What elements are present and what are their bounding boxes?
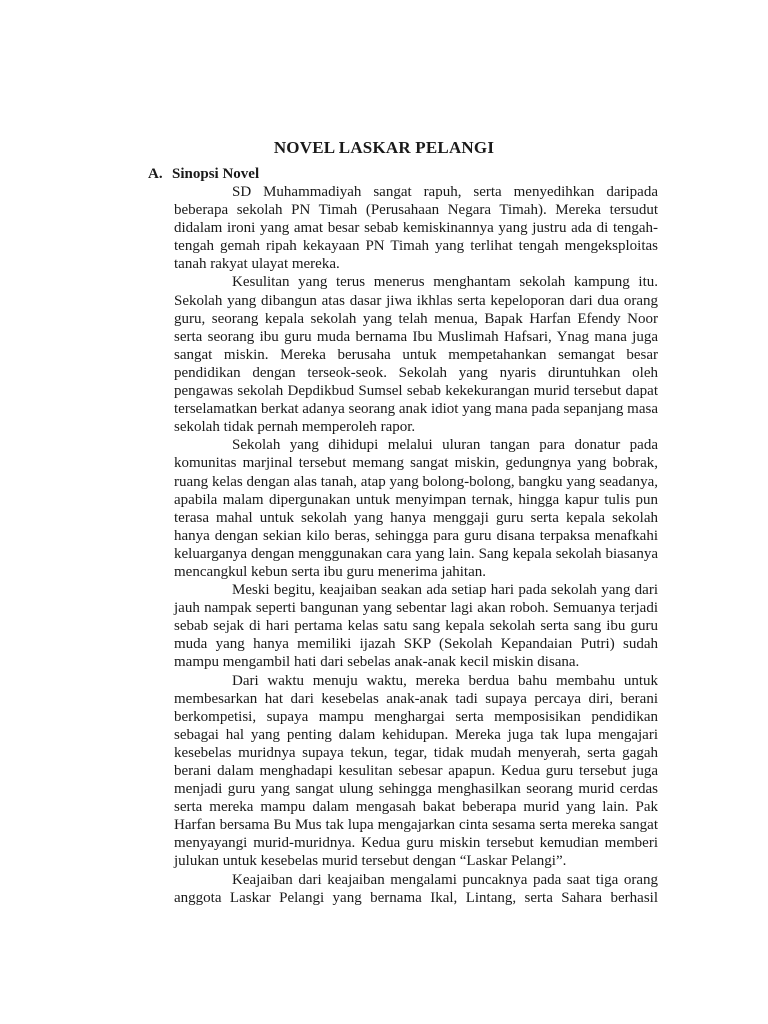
section-heading-text: Sinopsi Novel	[172, 166, 260, 182]
paragraph: SD Muhammadiyah sangat rapuh, serta menyedihkan daripada beberapa sekolah PN Timah (Perusahaan Negara Timah). Mereka tersudut didalam ironi yang amat besar sebab kemiskinannya yang justru ada di tengah-tengah gemah ripah kekayaan PN Timah yang terlihat tengah mengeksploitas tanah rakyat ulayat mereka.	[174, 184, 658, 273]
paragraph: Kesulitan yang terus menerus menghantam sekolah kampung itu. Sekolah yang dibangun atas dasar jiwa ikhlas serta kepeloporan dari dua orang guru, seorang kepala sekolah yang telah menua, Bapak Harfan Efendy Noor serta seorang ibu guru muda bernama Ibu Muslimah Hafsari, Ynag mana juga sangat miskin. Mereka berusaha untuk mempetahankan semangat besar pendidikan dengan terseok-seok. Sekolah yang nyaris diruntuhkan oleh pengawas sekolah Depdikbud Sumsel sebab kekekurangan murid tersebut dapat terselamatkan berkat adanya seorang anak idiot yang mana pada sepanjang masa sekolah tidak pernah memperoleh rapor.	[174, 274, 658, 436]
body-text	[174, 183, 658, 907]
paragraph: Dari waktu menuju waktu, mereka berdua bahu membahu untuk membesarkan hat dari kesebelas anak-anak tadi supaya percaya diri, berani berkompetisi, supaya mampu menghargai serta memposisikan pendidikan sebagai hal yang penting dalam kehidupan. Mereka juga tak lupa mengajari kesebelas muridnya supaya tekun, tegar, tidak mudah menyerah, serta gagah berani dalam menghadapi kesulitan sebesar apapun. Kedua guru tersebut juga menjadi guru yang sangat ulung sehingga menghasilkan seorang murid cerdas serta mereka mampu dalam mengasah bakat beberapa murid yang lain. Pak Harfan bersama Bu Mus tak lupa mengajarkan cinta sesama serta mereka sangat menyayangi murid-muridnya. Kedua guru miskin tersebut kemudian memberi julukan untuk kesebelas murid tersebut dengan “Laskar Pelangi”.	[174, 672, 658, 870]
paragraph: Meski begitu, keajaiban seakan ada setiap hari pada sekolah yang dari jauh nampak seperti bangunan yang sebentar lagi akan roboh. Semuanya terjadi sebab sejak di hari pertama kelas satu sang kepala sekolah serta sang ibu guru muda yang hanya memiliki ijazah SKP (Sekolah Kepandaian Putri) sudah mampu mengambil hati dari sebelas anak-anak kecil miskin disana.	[174, 582, 658, 671]
document-title: NOVEL LASKAR PELANGI	[273, 138, 495, 157]
section-heading	[148, 166, 259, 183]
section-marker: A.	[148, 166, 163, 182]
paragraph: Keajaiban dari keajaiban mengalami puncaknya pada saat tiga orang anggota Laskar Pelangi yang bernama Ikal, Lintang, serta Sahara berhasil	[174, 871, 658, 906]
paragraph: Sekolah yang dihidupi melalui uluran tangan para donatur pada komunitas marjinal tersebut memang sangat miskin, gedungnya yang bobrak, ruang kelas dengan alas tanah, atap yang bolong-bolong, bangku yang seadanya, apabila malam dipergunakan untuk menyimpan ternak, hingga kapur tulis pun terasa mahal untuk sekolah yang hanya menggaji guru serta kepala sekolah hanya dengan sekian kilo beras, sehingga para guru disana terpaksa menafkahi keluarganya dengan menggunakan cara yang lain. Sang kepala sekolah biasanya mencangkul kebun serta ibu guru menerima jahitan.	[174, 437, 658, 580]
